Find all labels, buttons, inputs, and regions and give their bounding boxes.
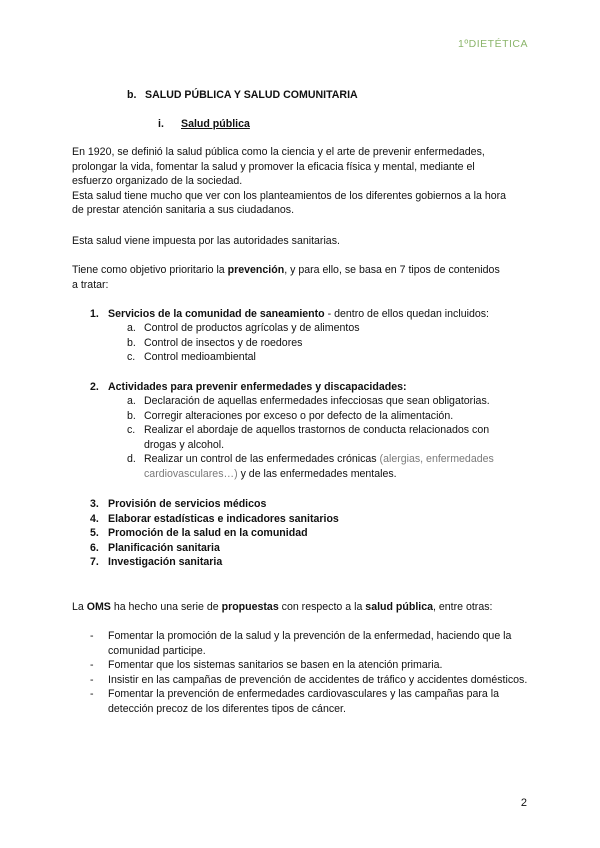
salud-publica-term: salud pública [365,601,433,613]
content-item-2 [90,380,530,395]
item-letter: d. [127,453,136,465]
item-number: 5. [90,527,99,539]
item-letter: b. [127,336,136,349]
item-suffix: - dentro de ellos quedan incluidos: [324,308,489,320]
list-item [127,336,517,351]
list-item [127,452,517,481]
item-text: Insistir en las campañas de prevención de accidentes de tráfico y accidentes domésticos. [108,673,528,686]
section-heading [127,88,358,103]
item-text: y de las enfermedades mentales. [237,467,397,480]
subsection-title: Salud pública [181,118,250,130]
text-span: , y para ello, se basa en 7 tipos de contenidos [284,264,500,276]
list-item [90,687,530,716]
text-line: de prestar atención sanitaria a sus ciudadanos. [72,204,295,216]
text-line: En 1920, se definió la salud pública como la ciencia y el arte de prevenir enfermedades, [72,146,485,158]
item-letter: c. [127,351,136,363]
item-title: Planificación sanitaria [108,541,220,554]
item-text: Corregir alteraciones por exceso o por defecto de la alimentación. [144,409,454,422]
content-item-1-sublist [127,321,517,365]
oms-proposals-list [90,629,530,716]
item-title: Provisión de servicios médicos [108,498,267,510]
dash-marker: - [90,630,94,642]
content-item-7 [90,555,530,570]
item-text: Fomentar la promoción de la salud y la prevención de la enfermedad, haciendo que la comunidad participe. [108,630,512,657]
content-item-4 [90,512,530,527]
item-number: 2. [90,381,99,393]
list-item [90,673,530,688]
list-item [127,423,517,452]
item-title: Elaborar estadísticas e indicadores sanitarios [108,512,339,525]
text-line: esfuerzo organizado de la sociedad. [72,175,243,187]
content-item-2-sublist [127,394,517,481]
course-header: 1ºDIETÉTICA [457,38,528,50]
prevencion-term: prevención [227,264,285,276]
content-item-5 [90,526,530,541]
list-item [127,321,517,336]
objective-paragraph [72,263,532,292]
subsection-heading [158,117,250,132]
item-letter: b. [127,409,136,422]
item-number: 7. [90,556,99,568]
item-number: 1. [90,308,99,320]
intro-paragraph [72,145,532,218]
text-span: , entre otras: [433,601,493,613]
propuestas-term: propuestas [221,601,279,613]
text-span: Tiene como objetivo prioritario la [72,264,228,276]
dash-marker: - [90,673,94,686]
page-number: 2 [520,797,527,809]
item-number: 6. [90,541,99,554]
text-line: a tratar: [72,278,109,291]
item-letter: a. [127,395,136,407]
content-items-3-7 [90,497,530,570]
text-span: con respecto a la [278,601,366,613]
content-item-3 [90,497,530,512]
section-marker: b. [127,89,137,101]
text-line: Esta salud tiene mucho que ver con los planteamientos de los diferentes gobiernos a la hora [72,189,507,202]
text-line: prolongar la vida, fomentar la salud y promover la eficacia física y mental, mediante el [72,160,475,173]
subsection-marker: i. [158,118,164,130]
item-text: Realizar un control de las enfermedades crónicas [144,453,380,465]
dash-marker: - [90,688,94,700]
item-text: Control de insectos y de roedores [144,336,303,349]
item-text-examples: (alergias, enfermedades cardiovasculares…) [144,453,494,480]
item-title: Servicios de la comunidad de saneamiento [108,308,325,320]
list-item [90,658,530,673]
list-item [90,629,530,658]
item-text: Fomentar la prevención de enfermedades cardiovasculares y las campañas para la detección precoz de los diferentes tipos de cáncer. [108,688,500,715]
section-title: SALUD PÚBLICA Y SALUD COMUNITARIA [145,89,358,101]
item-letter: c. [127,424,136,436]
item-text: Control medioambiental [144,351,256,363]
authority-paragraph: Esta salud viene impuesta por las autoridades sanitarias. [72,235,340,247]
text-span: ha hecho una serie de [110,601,222,613]
item-title: Promoción de la salud en la comunidad [108,527,308,539]
item-title: Actividades para prevenir enfermedades y discapacidades: [108,381,407,393]
oms-term: OMS [86,601,111,613]
oms-paragraph [72,600,532,615]
content-item-6 [90,541,530,556]
item-number: 4. [90,512,99,525]
item-text: Realizar el abordaje de aquellos trastornos de conducta relacionados con drogas y alcohol. [144,424,490,451]
text-span: La [72,601,87,613]
item-text: Declaración de aquellas enfermedades infecciosas que sean obligatorias. [144,395,490,407]
dash-marker: - [90,659,94,671]
item-number: 3. [90,498,99,510]
list-item [127,394,517,409]
content-item-1 [90,307,530,322]
list-item [127,350,517,365]
list-item [127,409,517,424]
item-text: Control de productos agrícolas y de alimentos [144,322,360,334]
item-title: Investigación sanitaria [108,556,223,568]
item-letter: a. [127,322,136,334]
item-text: Fomentar que los sistemas sanitarios se basen en la atención primaria. [108,659,443,671]
